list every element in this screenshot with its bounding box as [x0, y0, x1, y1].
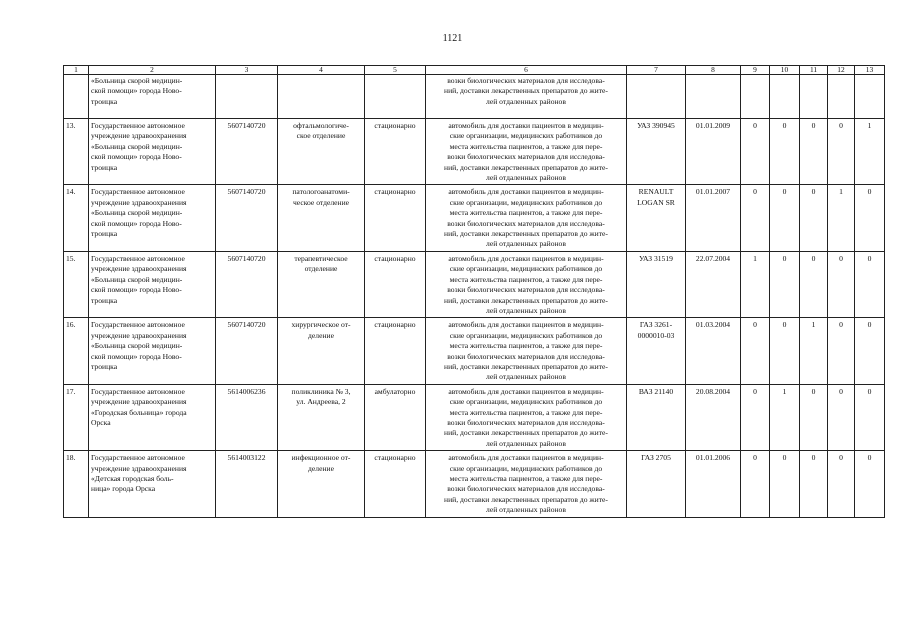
cell-inn: 5607140720	[216, 251, 278, 317]
cell-inn: 5614003122	[216, 451, 278, 517]
cell-col12: 0	[828, 251, 855, 317]
column-header: 5	[365, 66, 426, 75]
cell-purpose: автомобиль для доставки пациентов в медицин- ские организации, медицинских работников до места жительства пациентов, а также для пере- возки биологических материалов для исследова- ний, доставки лекарственных препаратов до жите- лей отдаленных районов	[426, 185, 627, 251]
cell-department: патологоанатоми- ческое отделение	[278, 185, 365, 251]
cell-col12: 0	[828, 384, 855, 450]
cell-col10: 0	[770, 251, 800, 317]
cell-department: инфекционное от- деление	[278, 451, 365, 517]
cell-col9: 1	[741, 251, 770, 317]
cell-date: 01.01.2009	[686, 119, 741, 185]
page-number: 1121	[442, 33, 463, 44]
cell-col13	[855, 75, 885, 119]
cell-date: 01.01.2006	[686, 451, 741, 517]
cell-col10: 0	[770, 451, 800, 517]
column-header: 13	[855, 66, 885, 75]
cell-mode: стационарно	[365, 119, 426, 185]
column-header: 11	[800, 66, 828, 75]
cell-col12: 0	[828, 451, 855, 517]
cell-col13: 0	[855, 318, 885, 384]
cell-col11: 0	[800, 251, 828, 317]
cell-col13: 0	[855, 185, 885, 251]
cell-number: 14.	[64, 185, 89, 251]
cell-col10: 0	[770, 318, 800, 384]
cell-col9: 0	[741, 384, 770, 450]
cell-col10	[770, 75, 800, 119]
cell-number: 16.	[64, 318, 89, 384]
cell-number: 17.	[64, 384, 89, 450]
cell-department: терапевтическое отделение	[278, 251, 365, 317]
cell-department: хирургическое от- деление	[278, 318, 365, 384]
cell-department	[278, 75, 365, 119]
cell-purpose: возки биологических материалов для исследова- ний, доставки лекарственных препаратов до жите- лей отдаленных районов	[426, 75, 627, 119]
cell-organization: Государственное автономное учреждение здравоохранения «Детская городская боль- ница» города Орска	[89, 451, 216, 517]
column-header: 7	[627, 66, 686, 75]
cell-col9: 0	[741, 119, 770, 185]
cell-mode: стационарно	[365, 451, 426, 517]
cell-inn: 5607140720	[216, 185, 278, 251]
cell-mode	[365, 75, 426, 119]
cell-mode: стационарно	[365, 185, 426, 251]
cell-col12: 0	[828, 318, 855, 384]
cell-purpose: автомобиль для доставки пациентов в медицин- ские организации, медицинских работников до места жительства пациентов, а также для пере- возки биологических материалов для исследова- ний, доставки лекарственных препаратов до жите- лей отдаленных районов	[426, 318, 627, 384]
table-row	[64, 251, 885, 317]
column-header: 12	[828, 66, 855, 75]
cell-department: офтальмологиче- ское отделение	[278, 119, 365, 185]
cell-inn: 5607140720	[216, 318, 278, 384]
cell-col12: 1	[828, 185, 855, 251]
cell-purpose: автомобиль для доставки пациентов в медицин- ские организации, медицинских работников до места жительства пациентов, а также для пере- возки биологических материалов для исследова- ний, доставки лекарственных препаратов до жите- лей отдаленных районов	[426, 251, 627, 317]
cell-col13: 0	[855, 384, 885, 450]
column-header: 4	[278, 66, 365, 75]
cell-col10: 1	[770, 384, 800, 450]
cell-mode: стационарно	[365, 318, 426, 384]
cell-date: 01.03.2004	[686, 318, 741, 384]
cell-col11: 0	[800, 451, 828, 517]
cell-mode: амбулаторно	[365, 384, 426, 450]
cell-vehicle: ВАЗ 21140	[627, 384, 686, 450]
cell-col10: 0	[770, 185, 800, 251]
cell-vehicle: RENAULT LOGAN SR	[627, 185, 686, 251]
cell-department: поликлиника № 3, ул. Андреева, 2	[278, 384, 365, 450]
table-row	[64, 384, 885, 450]
cell-inn: 5614006236	[216, 384, 278, 450]
column-header: 3	[216, 66, 278, 75]
cell-number: 18.	[64, 451, 89, 517]
cell-number: 15.	[64, 251, 89, 317]
cell-col12	[828, 75, 855, 119]
cell-purpose: автомобиль для доставки пациентов в медицин- ские организации, медицинских работников до места жительства пациентов, а также для пере- возки биологических материалов для исследова- ний, доставки лекарственных препаратов до жите- лей отдаленных районов	[426, 451, 627, 517]
column-header: 10	[770, 66, 800, 75]
cell-number: 13.	[64, 119, 89, 185]
table-row	[64, 185, 885, 251]
cell-organization: Государственное автономное учреждение здравоохранения «Больница скорой медицин- ской помощи» города Ново- троицка	[89, 185, 216, 251]
cell-vehicle: ГАЗ 2705	[627, 451, 686, 517]
cell-col11	[800, 75, 828, 119]
column-header: 8	[686, 66, 741, 75]
cell-date: 01.01.2007	[686, 185, 741, 251]
cell-col11: 1	[800, 318, 828, 384]
cell-col13: 1	[855, 119, 885, 185]
cell-organization: Государственное автономное учреждение здравоохранения «Больница скорой медицин- ской помощи» города Ново- троицка	[89, 119, 216, 185]
cell-vehicle: УАЗ 390945	[627, 119, 686, 185]
cell-date: 20.08.2004	[686, 384, 741, 450]
cell-col13: 0	[855, 451, 885, 517]
cell-col9: 0	[741, 451, 770, 517]
cell-col13: 0	[855, 251, 885, 317]
cell-purpose: автомобиль для доставки пациентов в медицин- ские организации, медицинских работников до места жительства пациентов, а также для пере- возки биологических материалов для исследова- ний, доставки лекарственных препаратов до жите- лей отдаленных районов	[426, 119, 627, 185]
column-header: 6	[426, 66, 627, 75]
cell-col11: 0	[800, 119, 828, 185]
cell-vehicle: УАЗ 31519	[627, 251, 686, 317]
column-header: 2	[89, 66, 216, 75]
continuation-row	[64, 75, 885, 119]
cell-col11: 0	[800, 185, 828, 251]
cell-vehicle: ГАЗ 3261- 0000010-03	[627, 318, 686, 384]
cell-mode: стационарно	[365, 251, 426, 317]
vehicle-registry-table	[63, 65, 885, 518]
column-number-header-row	[64, 66, 885, 75]
cell-organization: Государственное автономное учреждение здравоохранения «Городская больница» города Орска	[89, 384, 216, 450]
cell-date	[686, 75, 741, 119]
cell-vehicle	[627, 75, 686, 119]
cell-date: 22.07.2004	[686, 251, 741, 317]
cell-col10: 0	[770, 119, 800, 185]
cell-col9: 0	[741, 318, 770, 384]
table-row	[64, 119, 885, 185]
column-header: 9	[741, 66, 770, 75]
cell-col9	[741, 75, 770, 119]
cell-organization: «Больница скорой медицин- ской помощи» города Ново- троицка	[89, 75, 216, 119]
cell-inn: 5607140720	[216, 119, 278, 185]
cell-col11: 0	[800, 384, 828, 450]
cell-organization: Государственное автономное учреждение здравоохранения «Больница скорой медицин- ской помощи» города Ново- троицка	[89, 318, 216, 384]
cell-col9: 0	[741, 185, 770, 251]
cell-number	[64, 75, 89, 119]
cell-organization: Государственное автономное учреждение здравоохранения «Больница скорой медицин- ской помощи» города Ново- троицка	[89, 251, 216, 317]
cell-col12: 0	[828, 119, 855, 185]
table-row	[64, 451, 885, 517]
table-row	[64, 318, 885, 384]
cell-purpose: автомобиль для доставки пациентов в медицин- ские организации, медицинских работников до места жительства пациентов, а также для пере- возки биологических материалов для исследова- ний, доставки лекарственных препаратов до жите- лей отдаленных районов	[426, 384, 627, 450]
cell-inn	[216, 75, 278, 119]
column-header: 1	[64, 66, 89, 75]
